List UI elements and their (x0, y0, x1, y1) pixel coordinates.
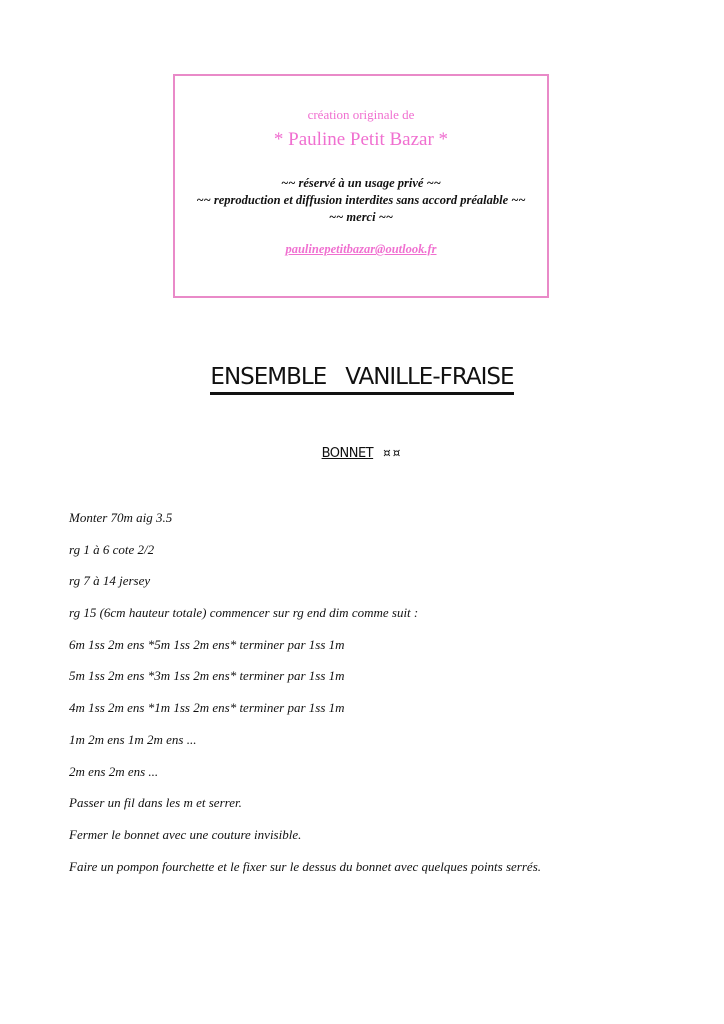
brand-name: * Pauline Petit Bazar * (273, 129, 449, 150)
copyright-box (173, 74, 549, 298)
step-item: 6m 1ss 2m ens *5m 1ss 2m ens* terminer par 1ss 1m (69, 636, 345, 652)
section-heading (0, 444, 724, 462)
step-item: Faire un pompon fourchette et le fixer sur le dessus du bonnet avec quelques points serrés. (69, 858, 542, 874)
section-marks: ¤¤ (383, 446, 403, 460)
page-title: ENSEMBLE VANILLE-FRAISE (210, 364, 513, 395)
step-item: Fermer le bonnet avec une couture invisible. (69, 826, 302, 842)
step-item: 1m 2m ens 1m 2m ens ... (69, 731, 197, 747)
pattern-steps (69, 509, 541, 889)
email-link[interactable]: paulinepetitbazar@outlook.fr (285, 242, 437, 256)
step-item: rg 7 à 14 jersey (69, 573, 151, 589)
notice-no-reproduction: ~~ reproduction et diffusion interdites sans accord préalable ~~ (196, 193, 526, 207)
step-item: 5m 1ss 2m ens *3m 1ss 2m ens* terminer par 1ss 1m (69, 668, 345, 684)
step-item: 4m 1ss 2m ens *1m 1ss 2m ens* terminer par 1ss 1m (69, 700, 345, 716)
notice-private-use: ~~ réservé à un usage privé ~~ (281, 176, 441, 190)
section-label: BONNET (321, 446, 374, 461)
usage-notices (175, 175, 547, 226)
notice-thanks: ~~ merci ~~ (329, 210, 393, 224)
step-item: Passer un fil dans les m et serrer. (69, 795, 242, 811)
page-title-wrap (0, 364, 724, 395)
credit-line: création originale de (307, 107, 415, 122)
step-item: rg 1 à 6 cote 2/2 (69, 541, 155, 557)
step-item: Monter 70m aig 3.5 (69, 510, 173, 525)
step-item: rg 15 (6cm hauteur totale) commencer sur rg end dim comme suit : (69, 605, 419, 621)
step-item: 2m ens 2m ens ... (69, 763, 159, 779)
